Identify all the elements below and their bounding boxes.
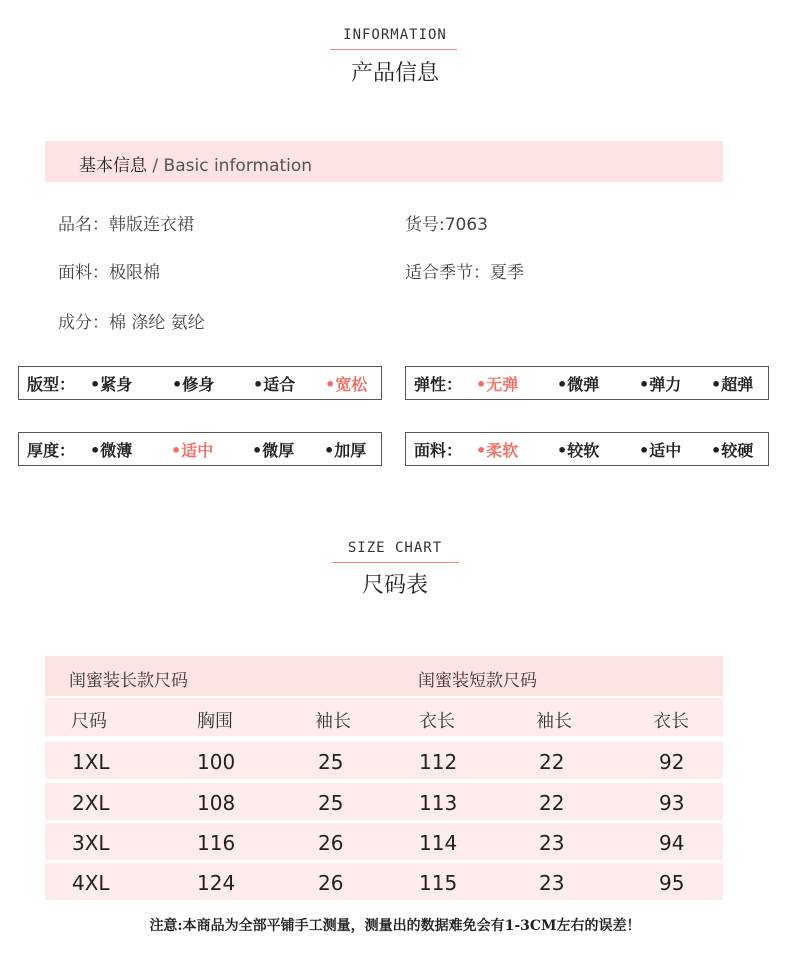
measurement-note: 注意:本商品为全部平铺手工测量，测量出的数据难免会有1-3CM左右的误差！: [149, 918, 641, 934]
table-cell: 26: [318, 871, 344, 895]
table-cell: 93: [659, 791, 685, 815]
attr-label: 厚度：: [27, 440, 76, 460]
product-name: 品名：韩版连衣裙: [58, 215, 194, 235]
attr-fit-box: [18, 366, 382, 400]
table-cell: 94: [659, 831, 685, 855]
table-cell: 113: [419, 791, 458, 815]
table-row: [45, 783, 723, 820]
attr-option: •微弹: [557, 374, 600, 394]
table-cell: 124: [197, 871, 236, 895]
attr-option: •微薄: [90, 440, 133, 460]
attr-option: •较硬: [711, 440, 754, 460]
table-row: [45, 823, 723, 860]
group-short-label: 闺蜜装短款尺码: [418, 671, 537, 691]
table-cell: 26: [318, 831, 344, 855]
table-cell: 115: [419, 871, 458, 895]
attr-option: •加厚: [324, 440, 367, 460]
attr-option-selected: •宽松: [325, 374, 368, 394]
size-table-group-header: [45, 656, 723, 696]
table-row: [45, 742, 723, 779]
attr-option-selected: •柔软: [476, 440, 519, 460]
product-fabric: 面料：极限棉: [58, 263, 160, 283]
product-composition: 成分：棉 涤纶 氨纶: [58, 313, 205, 333]
attr-option: •适合: [253, 374, 296, 394]
table-cell: 116: [197, 831, 236, 855]
col-header: 衣长: [419, 711, 455, 732]
table-cell: 4XL: [72, 871, 110, 895]
basic-info-title: [79, 151, 312, 176]
table-cell: 25: [318, 791, 344, 815]
attr-option: •弹力: [639, 374, 682, 394]
size-section-cn-title: 尺码表: [361, 573, 428, 598]
size-section-en-title: SIZE CHART: [347, 540, 443, 556]
table-cell: 22: [539, 750, 565, 774]
attr-label: 弹性：: [414, 374, 463, 394]
table-cell: 1XL: [72, 750, 110, 774]
attr-elasticity-box: [405, 366, 769, 400]
table-cell: 25: [318, 750, 344, 774]
attr-option: •适中: [639, 440, 682, 460]
table-cell: 114: [419, 831, 458, 855]
table-cell: 23: [539, 871, 565, 895]
col-header: 袖长: [315, 711, 351, 732]
attr-label: 版型：: [27, 374, 76, 394]
attr-label: 面料：: [414, 440, 463, 460]
table-cell: 2XL: [72, 791, 110, 815]
table-cell: 108: [197, 791, 236, 815]
basic-info-title-en: / Basic information: [147, 156, 313, 176]
info-section-divider: [330, 49, 457, 50]
group-long-label: 闺蜜装长款尺码: [69, 671, 188, 691]
table-cell: 22: [539, 791, 565, 815]
attr-thickness-box: [18, 432, 382, 466]
col-header: 衣长: [653, 711, 689, 732]
table-cell: 95: [659, 871, 685, 895]
table-cell: 112: [419, 750, 458, 774]
col-header: 袖长: [536, 711, 572, 732]
table-cell: 23: [539, 831, 565, 855]
info-section-cn-title: 产品信息: [350, 61, 439, 86]
attr-option: •较软: [557, 440, 600, 460]
size-section-divider: [332, 562, 459, 563]
basic-info-title-cn: 基本信息: [79, 156, 147, 176]
attr-fabric-box: [405, 432, 769, 466]
table-row: [45, 863, 723, 900]
table-cell: 100: [197, 750, 236, 774]
info-section-en-title: INFORMATION: [343, 27, 447, 43]
attr-option-selected: •适中: [171, 440, 214, 460]
size-table-header-row: [45, 698, 723, 736]
attr-option: •紧身: [90, 374, 133, 394]
col-header: 胸围: [197, 711, 233, 732]
attr-option: •修身: [172, 374, 215, 394]
table-cell: 3XL: [72, 831, 110, 855]
attr-option: •超弹: [711, 374, 754, 394]
attr-option-selected: •无弹: [476, 374, 519, 394]
basic-info-bar: [45, 141, 723, 182]
attr-option: •微厚: [252, 440, 295, 460]
table-cell: 92: [659, 750, 685, 774]
col-header: 尺码: [71, 711, 107, 732]
product-season: 适合季节：夏季: [405, 263, 524, 283]
product-sku: 货号:7063: [405, 215, 488, 235]
